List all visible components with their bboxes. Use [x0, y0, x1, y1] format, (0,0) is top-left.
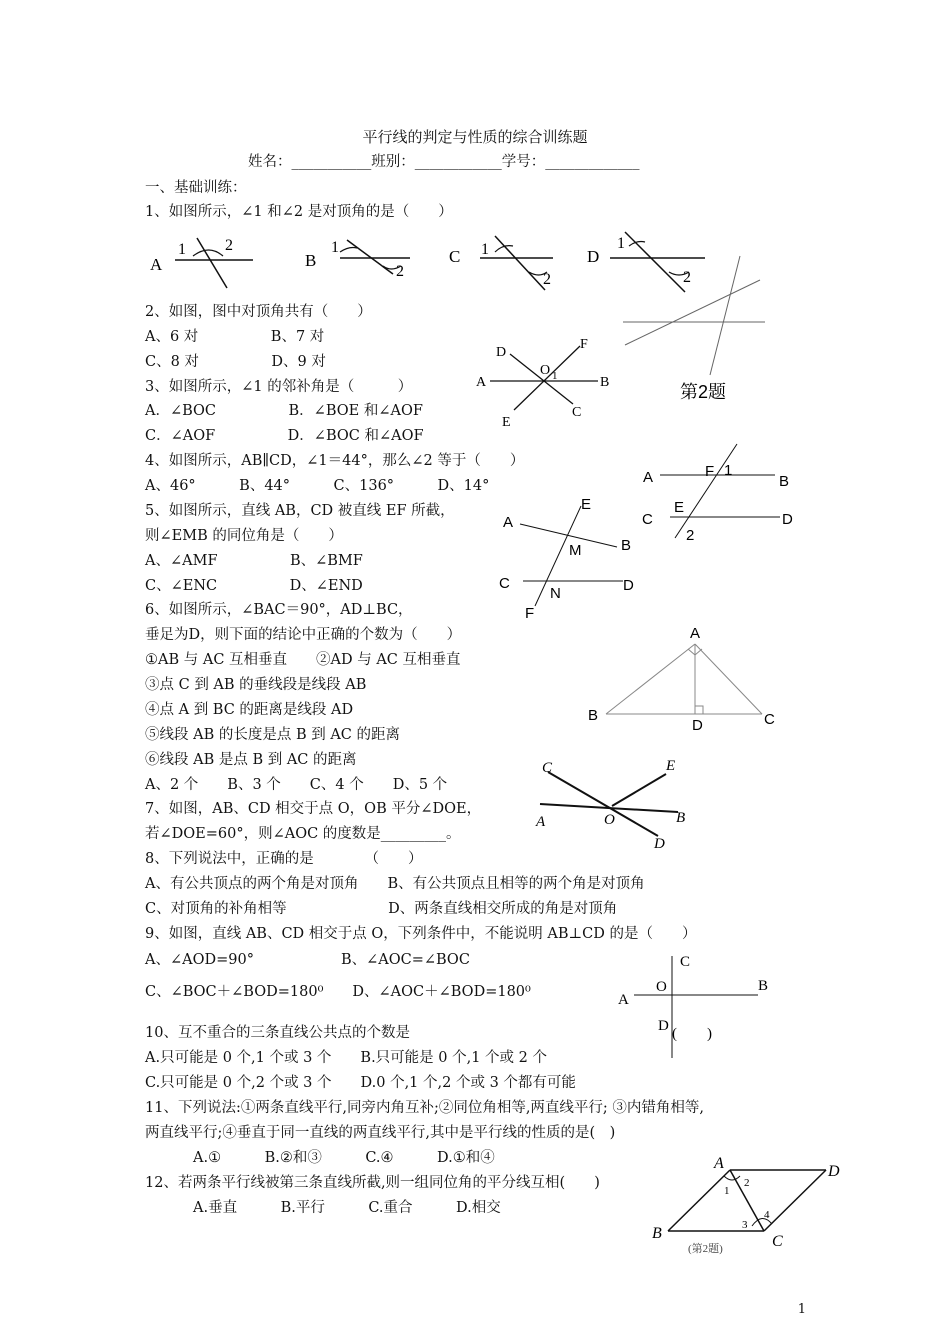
- q3-options-ab: A．∠BOC B．∠BOE 和∠AOF: [145, 403, 423, 419]
- q5-options-cd: C、∠ENC D、∠END: [145, 578, 363, 594]
- q3-angle-1: 1: [552, 370, 558, 382]
- q5-label-c: C: [499, 575, 510, 592]
- q9-options-cd: C、∠BOC＋∠BOD=180⁰ D、∠AOC＋∠BOD=180⁰: [145, 984, 531, 1000]
- q4-figure: [635, 440, 810, 550]
- q6-figure: [580, 622, 780, 734]
- q2-options-ab: A、6 对 B、7 对: [145, 329, 325, 345]
- q9-options-ab: A、∠AOD=90° B、∠AOC=∠BOC: [145, 952, 470, 968]
- q4-label-c: C: [642, 511, 653, 528]
- q1c-angle-1: 1: [481, 241, 489, 258]
- q3-label-e: E: [502, 415, 511, 430]
- q9-label-d: D: [658, 1018, 669, 1034]
- q6-label-c: C: [764, 711, 775, 728]
- question-12: 12、若两条平行线被第三条直线所截,则一组同位角的平分线互相( ): [145, 1175, 600, 1191]
- q1a-angle-2: 2: [225, 237, 233, 254]
- student-info-line: 姓名：___________班别：____________学号：_____________: [248, 154, 640, 170]
- q7-label-a: A: [536, 814, 546, 830]
- q1-figure-a: [150, 237, 253, 288]
- q6-statement-6: ⑥线段 AB 是点 B 到 AC 的距离: [145, 752, 357, 768]
- q12-label-c: C: [772, 1233, 783, 1250]
- q4-options: A、46° B、44° C、136° D、14°: [145, 478, 490, 494]
- q9-label-a: A: [618, 992, 629, 1008]
- q6-statement-4: ④点 A 到 BC 的距离是线段 AD: [145, 702, 354, 718]
- q9-label-o: O: [656, 979, 667, 995]
- q1b-angle-2: 2: [396, 263, 404, 280]
- q8-options-cd: C、对顶角的补角相等 D、两条直线相交所成的角是对顶角: [145, 901, 618, 917]
- q1b-angle-1: 1: [331, 239, 339, 256]
- q9-figure-paren: ( ): [672, 1026, 712, 1042]
- page-title: 平行线的判定与性质的综合训练题: [362, 128, 588, 146]
- q7-figure: [530, 754, 700, 850]
- q3-label-o: O: [540, 363, 551, 378]
- question-6-cont: 垂足为D，则下面的结论中正确的个数为（ ）: [145, 627, 462, 643]
- q12-label-a: A: [714, 1155, 724, 1172]
- q12-figure: [648, 1154, 848, 1258]
- question-3: 3、如图所示，∠1 的邻补角是（ ）: [145, 379, 413, 395]
- q1-label-c: C: [449, 247, 461, 266]
- q1-label-d: D: [587, 247, 600, 266]
- q12-figure-caption: (第2题): [688, 1243, 723, 1255]
- q6-statement-3: ③点 C 到 AB 的垂线段是线段 AB: [145, 677, 367, 693]
- q5-label-e: E: [581, 496, 592, 513]
- q12-label-d: D: [828, 1163, 840, 1180]
- q4-label-b: B: [779, 473, 790, 490]
- q1a-angle-1: 1: [178, 241, 186, 258]
- q8-options-ab: A、有公共顶点的两个角是对顶角 B、有公共顶点且相等的两个角是对顶角: [145, 876, 645, 892]
- question-4: 4、如图所示，AB∥CD，∠1＝44°，那么∠2 等于（ ）: [145, 453, 525, 469]
- q5-label-m: M: [569, 542, 582, 559]
- q3-label-b: B: [600, 375, 610, 390]
- q5-figure: [495, 492, 645, 622]
- question-9: 9、如图，直线 AB、CD 相交于点 O，下列条件中，不能说明 AB⊥CD 的是（ ）: [145, 926, 697, 942]
- q3-figure: [468, 332, 618, 434]
- q3-options-cd: C．∠AOF D．∠BOC 和∠AOF: [145, 428, 424, 444]
- q4-angle-2: 2: [686, 527, 695, 544]
- q6-label-b: B: [588, 707, 599, 724]
- q11-options: A.① B.②和③ C.④ D.①和④: [193, 1150, 495, 1166]
- q10-options-cd: C.只可能是 0 个,2 个或 3 个 D.0 个,1 个,2 个或 3 个都有可能: [145, 1075, 576, 1091]
- q10-options-ab: A.只可能是 0 个,1 个或 3 个 B.只可能是 0 个,1 个或 2 个: [145, 1050, 548, 1066]
- q5-label-d: D: [623, 577, 634, 594]
- question-1: 1、如图所示，∠1 和∠2 是对顶角的是（ ）: [145, 204, 453, 220]
- q12-angle-4: 4: [764, 1209, 770, 1221]
- q9-label-b: B: [758, 978, 769, 994]
- q7-label-b: B: [676, 810, 686, 826]
- q6-label-a: A: [690, 625, 701, 642]
- q1-label-b: B: [305, 251, 317, 270]
- q4-label-f: F: [705, 463, 715, 480]
- question-11: 11、下列说法:①两条直线平行,同旁内角互补;②同位角相等,两直线平行; ③内错角相等,: [145, 1100, 705, 1116]
- q1-figure-c: [449, 236, 553, 290]
- q12-angle-1: 1: [724, 1185, 730, 1197]
- q1-figure-b: [305, 239, 410, 280]
- q9-figure: [612, 952, 782, 1062]
- q2-options-cd: C、8 对 D、9 对: [145, 354, 326, 370]
- section-heading: 一、基础训练：: [145, 180, 247, 196]
- q2-figure-caption: 第2题: [680, 382, 727, 402]
- question-10: 10、互不重合的三条直线公共点的个数是: [145, 1025, 410, 1041]
- question-2: 2、如图，图中对顶角共有（ ）: [145, 304, 372, 320]
- question-11-cont: 两直线平行;④垂直于同一直线的两直线平行,其中是平行线的性质的是( ): [145, 1125, 616, 1141]
- question-7-cont: 若∠DOE=60°，则∠AOC 的度数是_________。: [145, 826, 461, 842]
- q6-statement-5: ⑤线段 AB 的长度是点 B 到 AC 的距离: [145, 727, 401, 743]
- question-5: 5、如图所示，直线 AB，CD 被直线 EF 所截，: [145, 503, 455, 519]
- q5-label-a: A: [503, 514, 514, 531]
- q1d-angle-1: 1: [617, 235, 625, 252]
- q6-statement-1-2: ①AB 与 AC 互相垂直 ②AD 与 AC 互相垂直: [145, 652, 461, 668]
- q4-label-a: A: [643, 469, 654, 486]
- q1-label-a: A: [150, 255, 163, 274]
- q7-label-o: O: [604, 812, 615, 828]
- q7-label-e: E: [666, 758, 676, 774]
- q12-angle-2: 2: [744, 1177, 750, 1189]
- question-8: 8、下列说法中，正确的是 （ ）: [145, 851, 423, 867]
- q5-label-f: F: [525, 605, 535, 622]
- q5-label-n: N: [550, 585, 561, 602]
- q3-label-d: D: [496, 345, 507, 360]
- q3-label-f: F: [580, 337, 588, 352]
- q3-label-c: C: [572, 405, 582, 420]
- q9-label-c: C: [680, 954, 691, 970]
- q1c-angle-2: 2: [543, 271, 551, 288]
- q7-label-d: D: [654, 836, 665, 850]
- q2-figure: [615, 250, 770, 410]
- q12-angle-3: 3: [742, 1219, 748, 1231]
- question-7: 7、如图，AB、CD 相交于点 O，OB 平分∠DOE，: [145, 801, 482, 817]
- q7-label-c: C: [542, 760, 553, 776]
- q1d-angle-2: 2: [683, 269, 691, 286]
- q12-label-b: B: [652, 1225, 662, 1242]
- q4-angle-1: 1: [724, 462, 733, 479]
- question-6: 6、如图所示，∠BAC＝90°，AD⊥BC，: [145, 602, 413, 618]
- page-number: 1: [797, 1302, 806, 1317]
- q4-label-d: D: [782, 511, 793, 528]
- q5-label-b: B: [621, 537, 632, 554]
- question-5-cont: 则∠EMB 的同位角是（ ）: [145, 528, 343, 544]
- q6-options: A、2 个 B、3 个 C、4 个 D、5 个: [145, 777, 448, 793]
- q6-label-d: D: [692, 717, 703, 734]
- q4-label-e: E: [674, 499, 685, 516]
- q3-label-a: A: [476, 375, 487, 390]
- q5-options-ab: A、∠AMF B、∠BMF: [145, 553, 363, 569]
- q12-options: A.垂直 B.平行 C.重合 D.相交: [193, 1200, 501, 1216]
